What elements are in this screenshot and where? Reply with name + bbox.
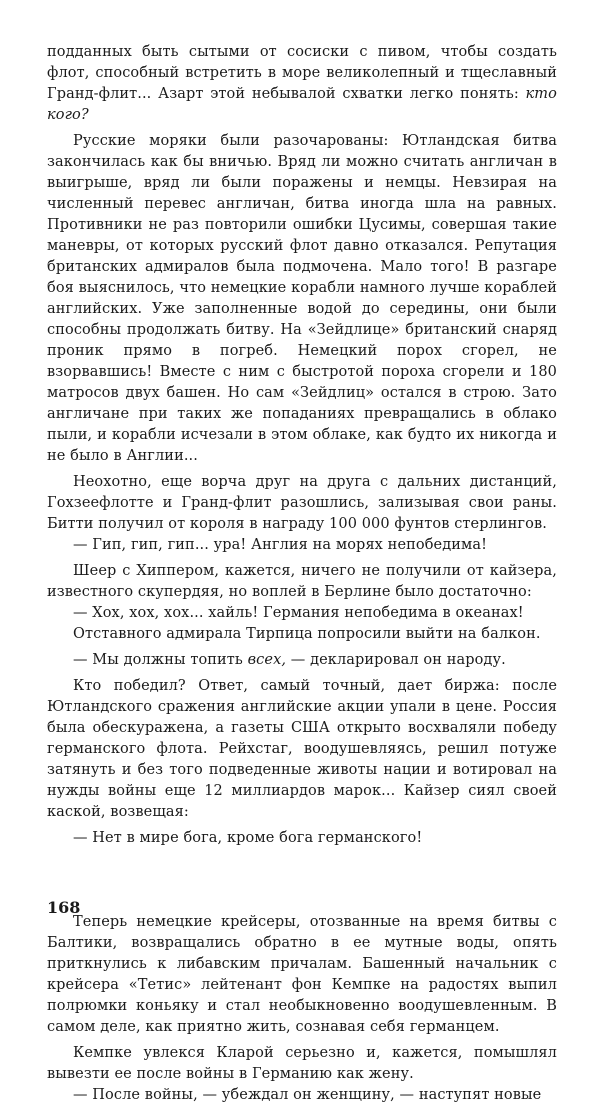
paragraph-2: Русские моряки были разочарованы: Ютландская битва закончилась как бы вничью. Вряд ли можно считать англичан в выигрыше, вряд ли были поражены и немцы. Невзирая на численный перевес англичан, битва иногда шла на равных. Противники не раз повторили ошибки Цусимы, совершая такие маневры, от которых русский флот давно отказался. Репутация британских адмиралов была подмочена. Мало того! В разгаре боя выяснилось, что немецкие корабли намного лучше кораблей английских. Уже заполненные водой до середины, они были способны продолжать битву. На «Зейдлице» британский снаряд проник прямо в погреб. Немецкий порох сгорел, не взорвавшись! Вместе с ним с быстротой пороха сгорели и 180 матросов двух башен. Но сам «Зейдлиц» остался в строю. Зато англичане при таких же попаданиях превращались в облако пыли, и корабли исчезали в этом облаке, как будто их никогда и не было в Англии... [47, 133, 557, 464]
italic-phrase: кто кого? [47, 86, 557, 123]
paragraph-5: Отставного адмирала Тирпица попросили выйти на балкон. [73, 626, 541, 642]
paragraph-3: Неохотно, еще ворча друг на друга с дальних дистанций, Гохзеефлотте и Гранд-флит разошлись, зализывая свои раны. Битти получил от короля в награду 100 000 фунтов стерлингов. [47, 474, 557, 532]
dialogue-line-4: — Нет в мире бога, кроме бога германского! [73, 830, 423, 846]
paragraph-7: Теперь немецкие крейсеры, отозванные на время битвы с Балтики, возвращались обратно в ее мутные воды, опять приткнулись к либавским причалам. Башенный начальник с крейсера «Тетис» лейтенант фон Кемпке на радостях выпил полрюмки коньяку и стал необыкновенно воодушевленным. В самом деле, как приятно жить, сознавая себя германцем. [47, 914, 557, 1035]
italic-word: всех, [247, 652, 287, 668]
paragraph-4: Шеер с Хиппером, кажется, ничего не получили от кайзера, известного скупердяя, но воплей в Берлине было достаточно: [47, 563, 557, 600]
paragraph-8: Кемпке увлекся Кларой серьезно и, кажется, помышлял вывезти ее после войны в Германию как жену. [47, 1045, 557, 1082]
paragraph-6: Кто победил? Ответ, самый точный, дает биржа: после Ютландского сражения английские акции упали в цене. Россия была обескуражена, а газеты США открыто восхваляли победу германского флота. Рейхстаг, воодушевляясь, решил потуже затянуть и без того подведенные животы нации и вотировал на нужды войны еще 12 миллиардов марок... Кайзер сиял своей каской, возвещая: [47, 678, 557, 820]
dialogue-line-1: — Гип, гип, гип... ура! Англия на морях непобедима! [73, 537, 488, 553]
dialogue-line-2: — Хох, хох, хох... хайль! Германия непобедима в океанах! [73, 605, 524, 621]
dialogue-line-3: — Мы должны топить всех, — декларировал он народу. [73, 652, 506, 668]
page-number: 168 [47, 898, 81, 917]
text-body [47, 42, 557, 1106]
dialogue-line-5: — После войны, — убеждал он женщину, — наступят новые [73, 1087, 542, 1103]
paragraph-1: подданных быть сытыми от сосиски с пивом, чтобы создать флот, способный встретить в море великолепный и тщеславный Гранд-флит... Азарт этой небывалой схватки легко понять: кто кого? [47, 44, 557, 123]
